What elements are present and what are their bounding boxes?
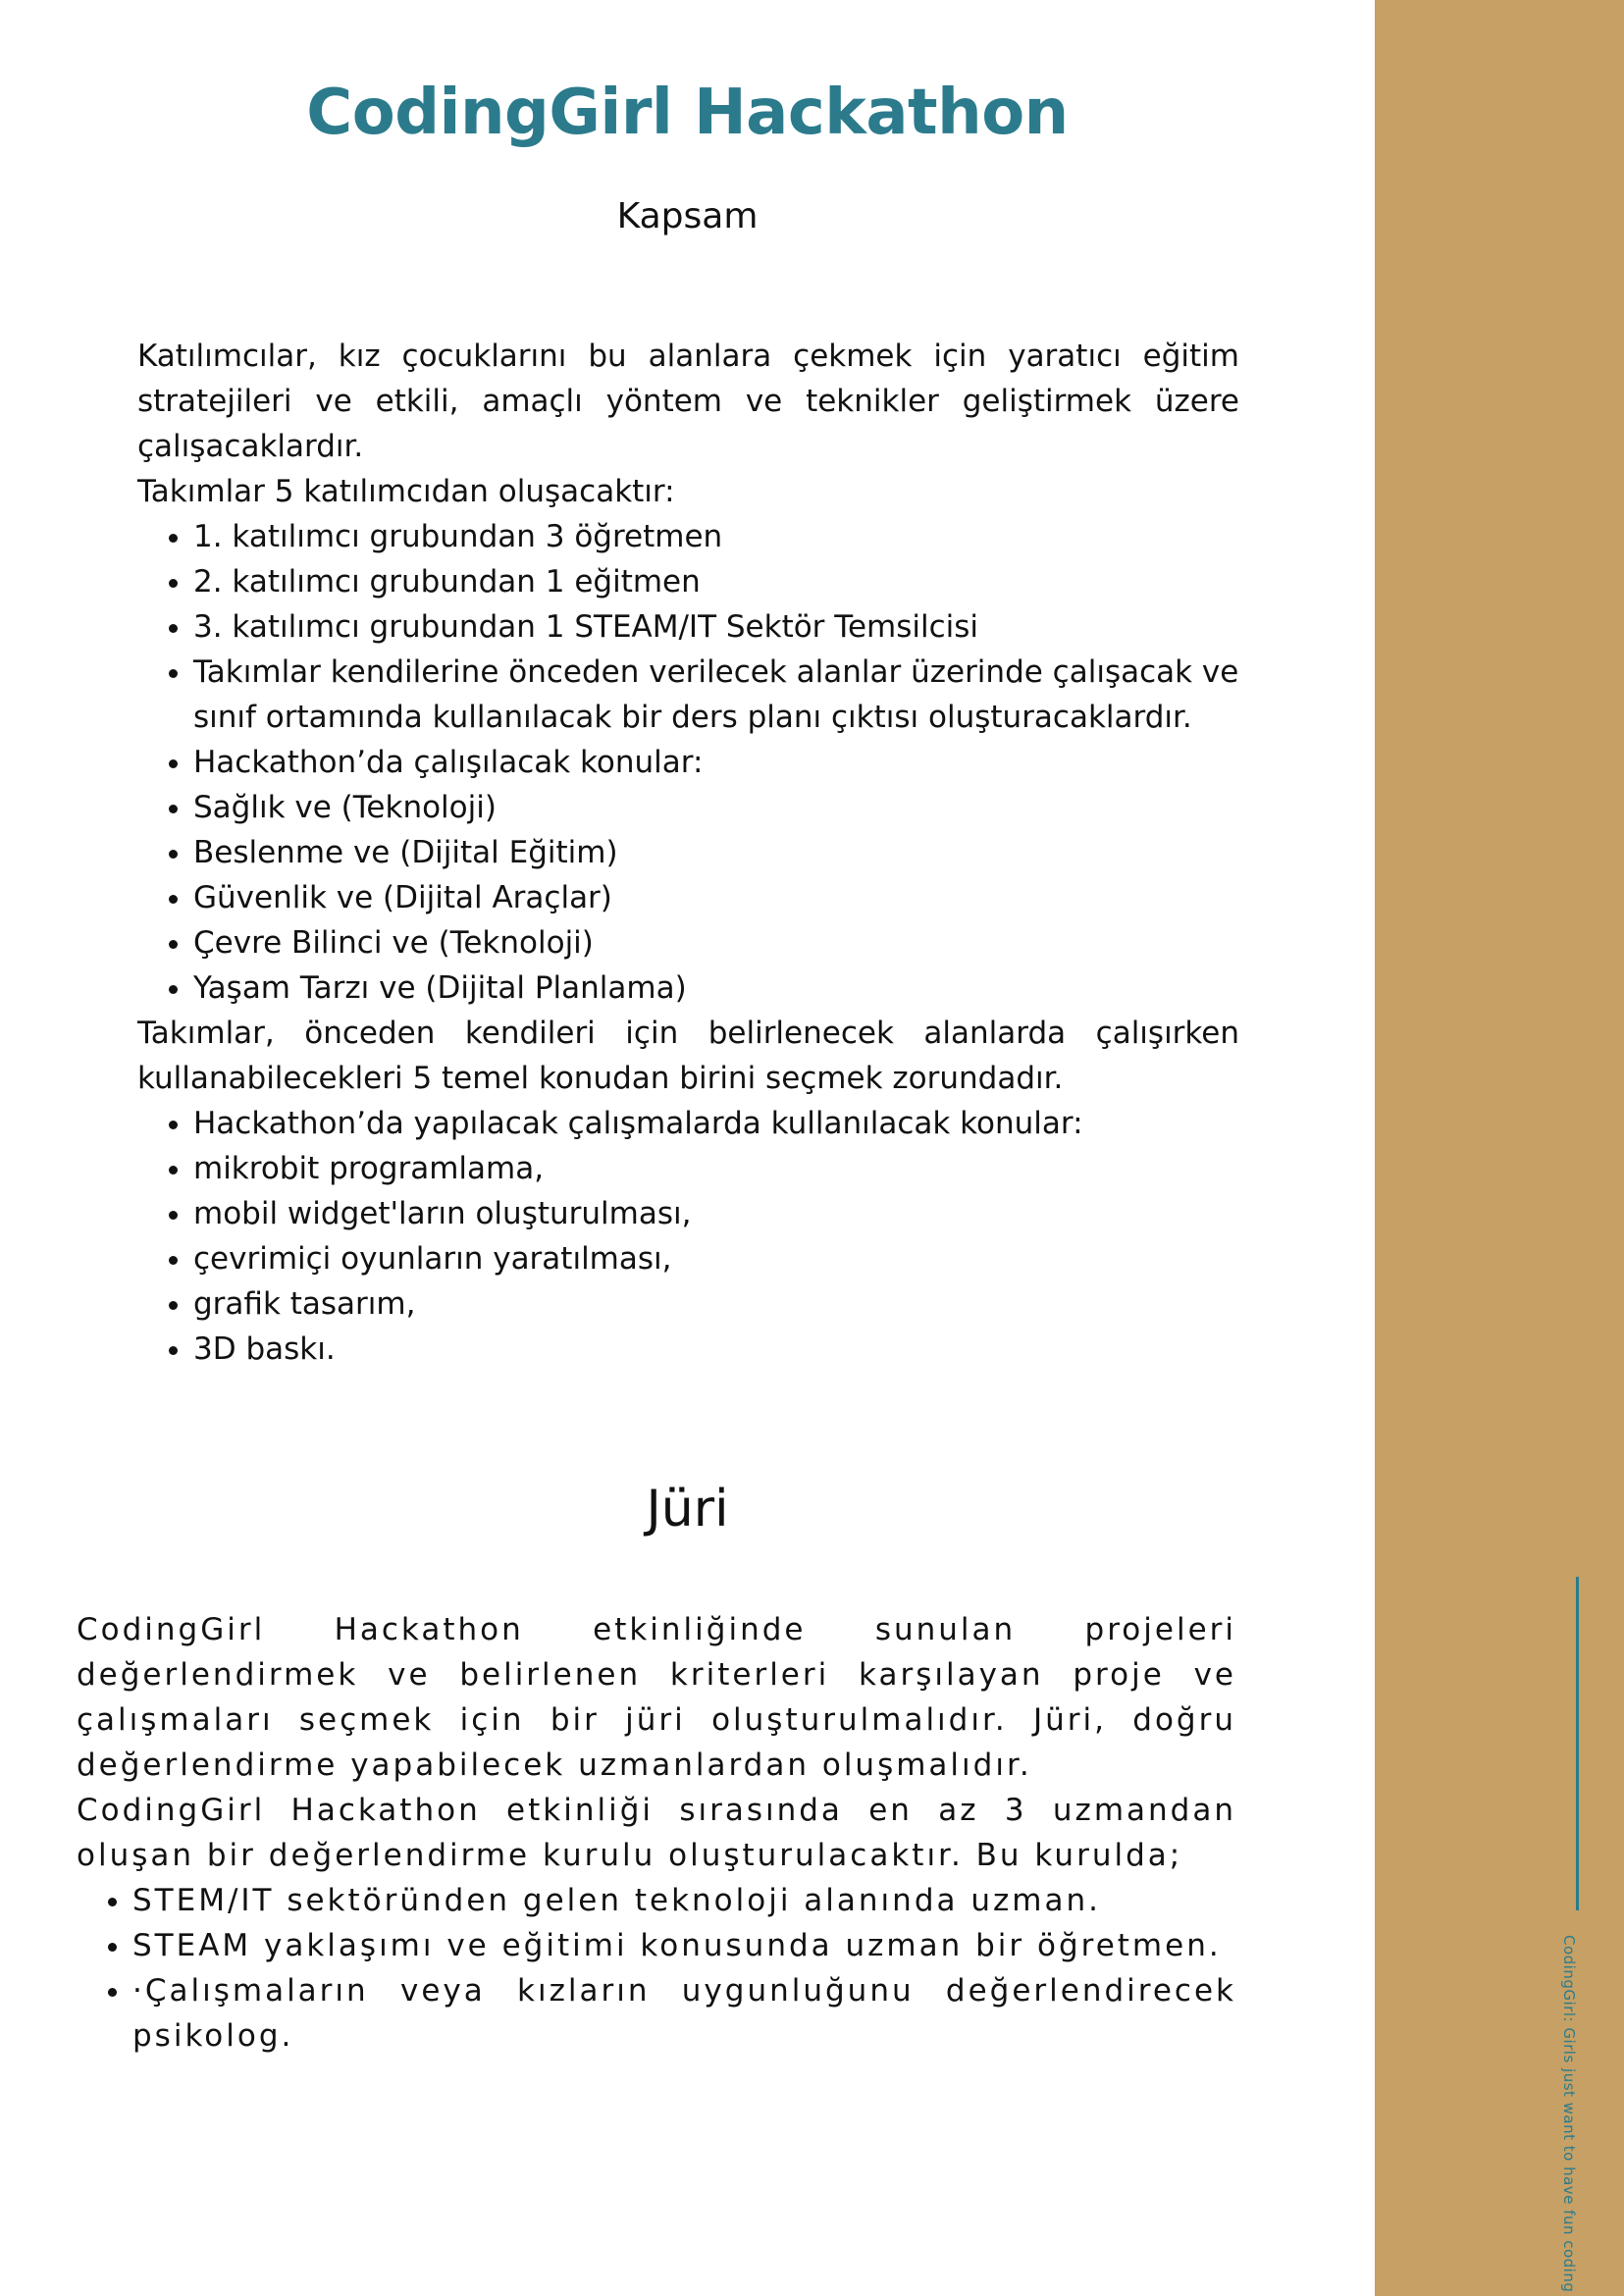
jury-paragraph-1: CodingGirl Hackathon etkinliğinde sunulan projeleri değerlendirmek ve belirlenen kriterleri karşılayan proje ve çalışmaları seçmek için bir jüri oluşturulmalıdır. Jüri, doğru değerlendirme yapabilecek uzmanlardan oluşmalıdır. [77,1612,1236,1783]
section-title-jury: Jüri [646,1480,729,1539]
jury-paragraph-2: CodingGirl Hackathon etkinliği sırasında en az 3 uzmandan oluşan bir değerlendirme kurulu oluşturulacaktır. Bu kurulda; [77,1793,1236,1873]
sidebar-accent-line [1576,1577,1579,1910]
list-item: • ·Çalışmaların veya kızların uygunluğunu değerlendirecek psikolog. [132,1968,1236,2059]
team-list [137,514,1239,1011]
jury-section [77,1607,1236,2059]
list-item: • grafik tasarım, [193,1281,1239,1327]
list-item: • Hackathon’da yapılacak çalışmalarda kullanılacak konular: [193,1101,1239,1146]
list-item: • mobil widget'ların oluşturulması, [193,1191,1239,1236]
scope-intro: Katılımcılar, kız çocuklarını bu alanlara çekmek için yaratıcı eğitim stratejileri ve etkili, amaçlı yöntem ve teknikler geliştirmek üzere çalışacaklardır. [137,339,1239,464]
scope-section [137,334,1239,1372]
list-item: • Çevre Bilinci ve (Teknoloji) [193,920,1239,965]
sidebar-panel [1375,0,1624,2296]
list-item: • 1. katılımcı grubundan 3 öğretmen [193,514,1239,559]
list-item: • mikrobit programlama, [193,1146,1239,1191]
list-item: • Takımlar kendilerine önceden verilecek alanlar üzerinde çalışacak ve sınıf ortamında kullanılacak bir ders planı çıktısı oluşturacaklardır. [193,650,1239,740]
list-item: • Yaşam Tarzı ve (Dijital Planlama) [193,965,1239,1011]
topics-intro: Takımlar, önceden kendileri için belirlenecek alanlarda çalışırken kullanabilecekleri 5 temel konudan birini seçmek zorundadır. [137,1016,1239,1096]
page-title: CodingGirl Hackathon [306,77,1069,149]
list-item: • STEM/IT sektöründen gelen teknoloji alanında uzman. [132,1878,1236,1923]
list-item: • Beslenme ve (Dijital Eğitim) [193,830,1239,875]
jury-list [77,1878,1236,2059]
sidebar-tagline: CodingGirl: Girls just want to have fun coding [1560,1935,1578,2293]
list-item: • çevrimiçi oyunların yaratılması, [193,1236,1239,1281]
list-item: • Güvenlik ve (Dijital Araçlar) [193,875,1239,920]
section-title-scope: Kapsam [616,196,759,236]
teams-intro: Takımlar 5 katılımcıdan oluşacaktır: [137,474,675,509]
list-item: • 3D baskı. [193,1327,1239,1372]
list-item: • 3. katılımcı grubundan 1 STEAM/IT Sektör Temsilcisi [193,604,1239,650]
list-item: • Sağlık ve (Teknoloji) [193,785,1239,830]
list-item: • STEAM yaklaşımı ve eğitimi konusunda uzman bir öğretmen. [132,1923,1236,1968]
list-item: • Hackathon’da çalışılacak konular: [193,740,1239,785]
topic-list [137,1101,1239,1372]
list-item: • 2. katılımcı grubundan 1 eğitmen [193,559,1239,604]
